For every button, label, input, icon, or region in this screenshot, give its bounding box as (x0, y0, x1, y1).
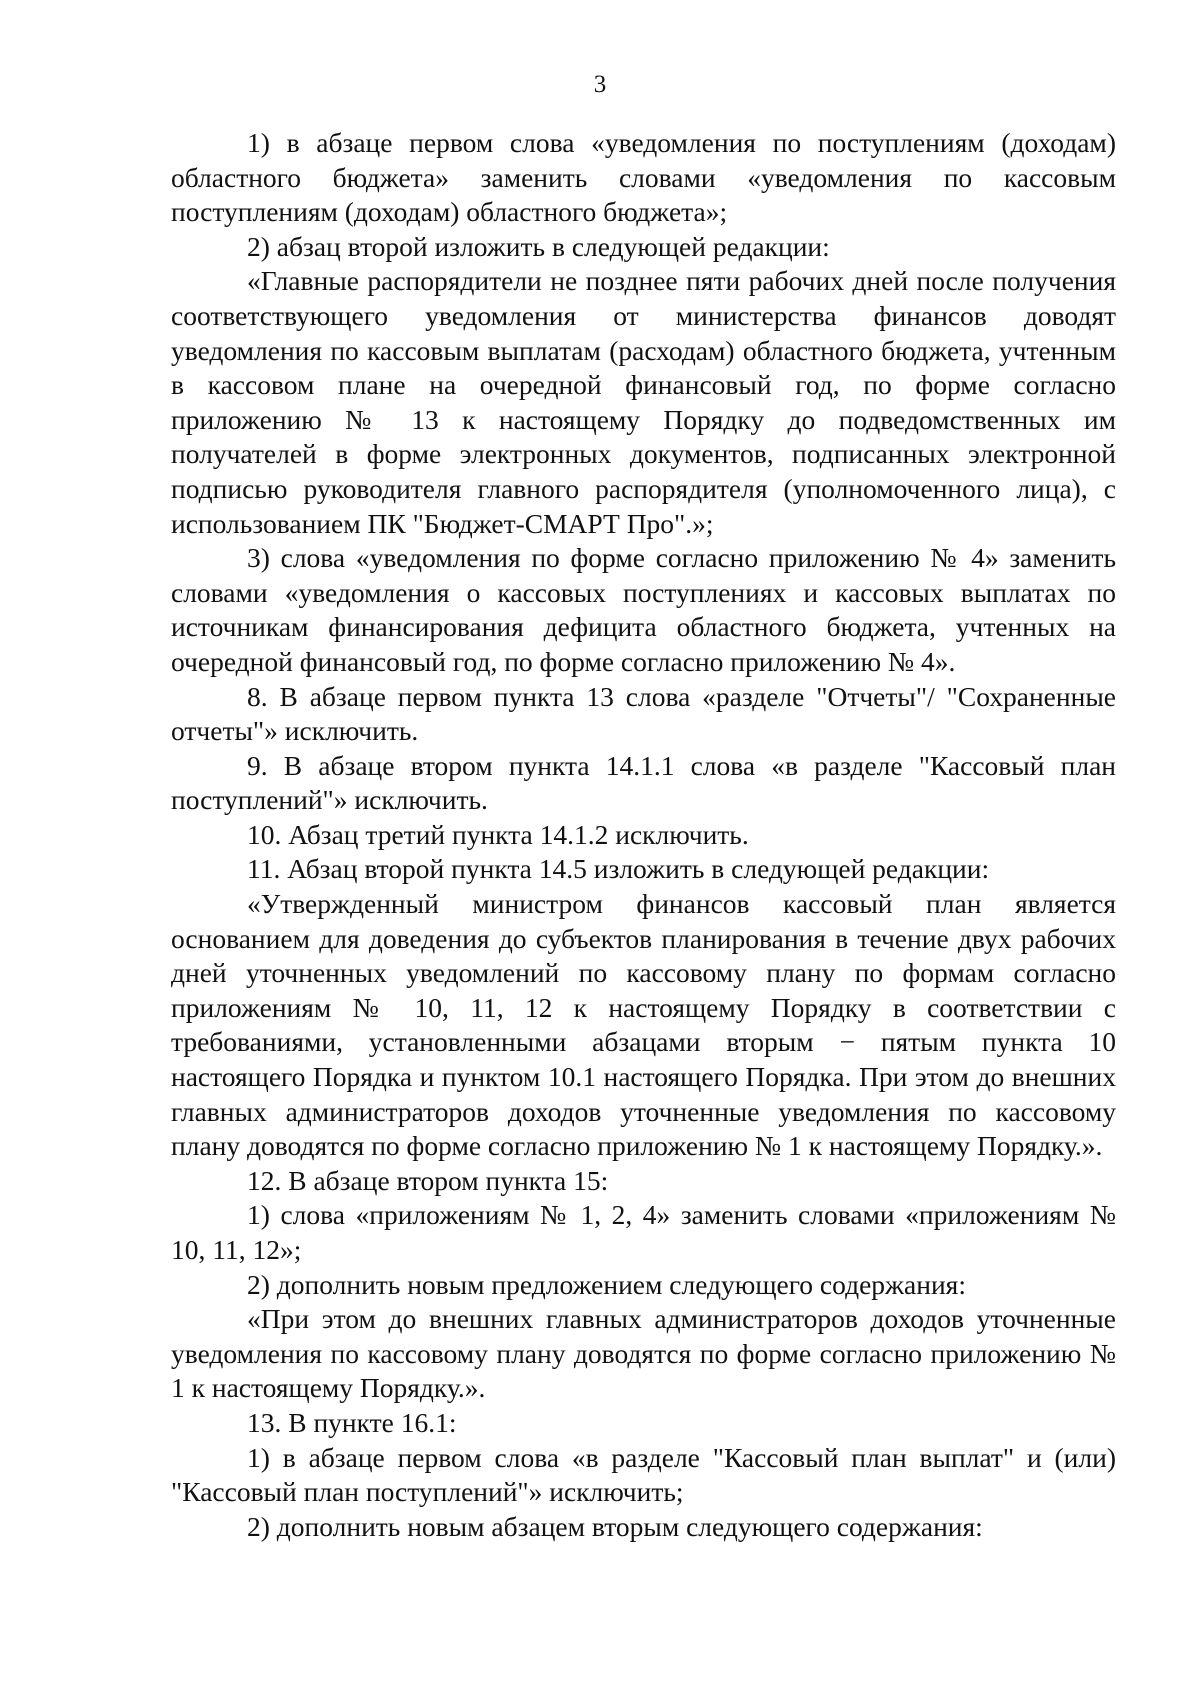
document-body (171, 126, 1116, 1544)
paragraph-10: 12. В абзаце втором пункта 15: (247, 1164, 609, 1196)
paragraph-2: 2) абзац второй изложить в следующей редакции: (247, 230, 830, 262)
paragraph-11: 1) слова «приложениям № 1, 2, 4» заменить словами «приложениям № 10, 11, 12»; (171, 1199, 1116, 1265)
paragraph-6: 9. В абзаце втором пункта 14.1.1 слова «в разделе "Кассовый план поступлений"» исключить. (171, 749, 1116, 816)
paragraph-16: 2) дополнить новым абзацем вторым следующего содержания: (247, 1510, 983, 1542)
paragraph-7: 10. Абзац третий пункта 14.1.2 исключить. (247, 818, 749, 850)
paragraph-13: «При этом до внешних главных администраторов доходов уточненные уведомления по кассовому плану доводятся по форме согласно приложению № 1 к настоящему Порядку.». (171, 1303, 1116, 1404)
paragraph-3: «Главные распорядители не позднее пяти рабочих дней после получения соответствующего уведомления от министерства финансов доводят уведомления по кассовым выплатам (расходам) областного бюджета, учтенным в кассовом плане на очередной финансовый год, по форме согласно приложению № 13 к настоящему Порядку до подведомственных им получателей в форме электронных документов, подписанных электронной подписью руководителя главного распорядителя (уполномоченного лица), с использованием ПК "Бюджет-СМАРТ Про".»; (171, 265, 1116, 539)
paragraph-8: 11. Абзац второй пункта 14.5 изложить в следующей редакции: (247, 853, 990, 885)
paragraph-5: 8. В абзаце первом пункта 13 слова «разделе "Отчеты"/ "Сохраненные отчеты"» исключить. (171, 680, 1116, 747)
paragraph-15: 1) в абзаце первом слова «в разделе "Кассовый план выплат" и (или) "Кассовый план поступлений"» исключить; (171, 1441, 1116, 1508)
paragraph-4: 3) слова «уведомления по форме согласно приложению № 4» заменить словами «уведомления о кассовых поступлениях и кассовых выплатах по источникам финансирования дефицита областного бюджета, учтенных на очередной финансовый год, по форме согласно приложению № 4». (171, 542, 1116, 677)
paragraph-14: 13. В пункте 16.1: (247, 1406, 457, 1438)
paragraph-9: «Утвержденный министром финансов кассовый план является основанием для доведения до субъектов планирования в течение двух рабочих дней уточненных уведомлений по кассовому плану по формам согласно приложениям № 10, 11, 12 к настоящему Порядку в соответствии с требованиями, установленными абзацами вторым − пятым пункта 10 настоящего Порядка и пунктом 10.1 настоящего Порядка. При этом до внешних главных администраторов доходов уточненные уведомления по кассовому плану доводятся по форме согласно приложению № 1 к настоящему Порядку.». (171, 888, 1116, 1162)
page-number: 3 (593, 71, 607, 98)
paragraph-12: 2) дополнить новым предложением следующего содержания: (247, 1268, 966, 1300)
paragraph-1: 1) в абзаце первом слова «уведомления по поступлениям (доходам) областного бюджета» заменить словами «уведомления по кассовым поступлениям (доходам) областного бюджета»; (171, 127, 1116, 228)
